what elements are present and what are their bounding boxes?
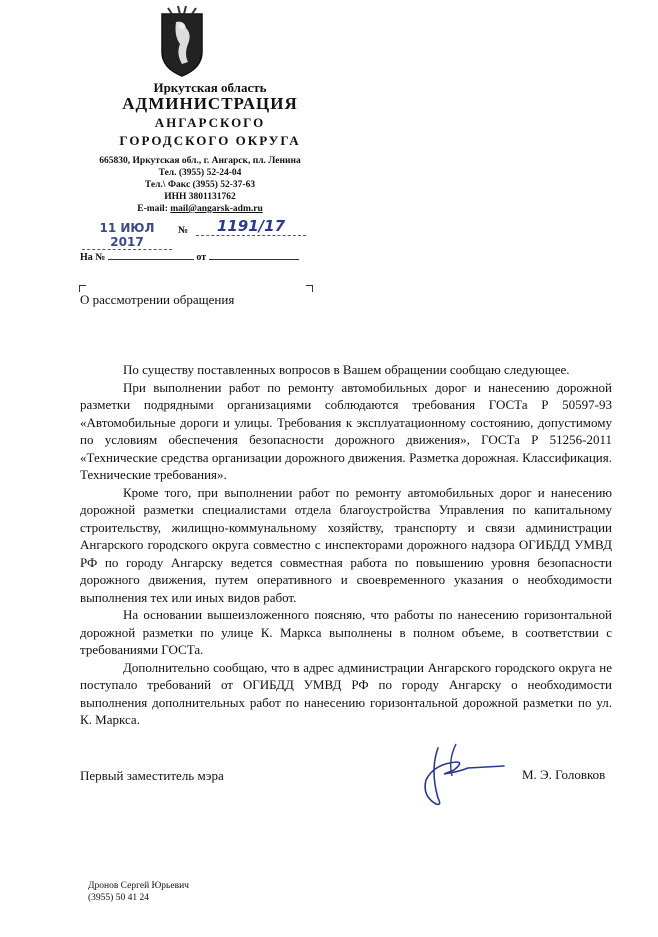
body-paragraph: При выполнении работ по ремонту автомобильных дорог и нанесению дорожной разметки подрядными организациями соблюдаются требования ГОСТа Р 50597-93 «Автомобильные дороги и улицы. Требования к эксплуатационному состоянию, допустимому по условиям обеспечения безопасности дорожного движения», ГОСТа Р 51256-2011 «Технические средства организации дорожного движения. Разметка дорожная. Классификация. Технические требования». — [80, 379, 612, 482]
coat-of-arms-icon — [158, 4, 206, 78]
city-name: АНГАРСКОГО — [154, 115, 266, 130]
ref-number-blank — [108, 250, 194, 260]
corner-mark-left — [79, 285, 86, 292]
corner-mark-right — [306, 285, 313, 292]
inn: ИНН 3801131762 — [164, 192, 236, 202]
number-label: № — [178, 225, 189, 236]
executor-info — [88, 880, 189, 904]
ref-from-label: от — [196, 252, 207, 263]
address: 665830, Иркутская обл., г. Ангарск, пл. Ленина — [99, 156, 301, 166]
letter-body — [80, 361, 612, 729]
okrug-name: ГОРОДСКОГО ОКРУГА — [119, 133, 301, 148]
ref-date-blank — [209, 250, 299, 260]
registration-date-stamp: 11 ИЮЛ 2017 — [82, 221, 172, 250]
email-label: E-mail: — [137, 204, 171, 214]
executor-phone: (3955) 50 41 24 — [88, 893, 149, 903]
email-link[interactable]: mail@angarsk-adm.ru — [170, 204, 263, 214]
registration-line — [78, 217, 308, 249]
ref-number-label: На № — [80, 252, 106, 263]
body-paragraph: Дополнительно сообщаю, что в адрес администрации Ангарского городского округа не поступало требований от ОГИБДД УМВД РФ по городу Ангарску о необходимости выполнения дополнительных работ по нанесению горизонтальной дорожной разметки по ул. К. Маркса. — [80, 659, 612, 727]
letter-subject: О рассмотрении обращения — [80, 292, 235, 307]
registration-number: 1191/17 — [196, 217, 306, 236]
signatory-name: М. Э. Головков — [522, 767, 606, 782]
reference-line — [80, 250, 310, 263]
signature-icon — [408, 740, 518, 810]
phone: Тел. (3955) 52-24-04 — [158, 168, 242, 178]
email-line — [70, 204, 330, 214]
body-paragraph: По существу поставленных вопросов в Вашем обращении сообщаю следующее. — [123, 362, 570, 377]
fax: Тел.\ Факс (3955) 52-37-63 — [144, 180, 256, 190]
body-paragraph: Кроме того, при выполнении работ по ремонту автомобильных дорог и нанесению дорожной разметки специалистами отдела благоустройства Управления по капитальному строительству, жилищно-коммунальному хозяйству, транспорту и связи администрации Ангарского городского округа совместно с инспекторами дорожного надзора ОГИБДД УМВД РФ по городу Ангарску ведется совместная работа по повышению уровня безопасности дорожного движения, путем оперативного и своевременного указания о необходимости выполнения тех или иных видов работ. — [80, 484, 612, 605]
signatory-title: Первый заместитель мэра — [80, 768, 224, 783]
body-paragraph: На основании вышеизложенного поясняю, что работы по нанесению горизонтальной дорожной разметки по улице К. Маркса выполнены в полном объеме, в соответствии с требованиями ГОСТа. — [80, 607, 612, 657]
region-name: Иркутская область — [153, 80, 267, 95]
executor-name: Дронов Сергей Юрьевич — [88, 881, 189, 891]
administration-title: АДМИНИСТРАЦИЯ — [122, 94, 298, 113]
